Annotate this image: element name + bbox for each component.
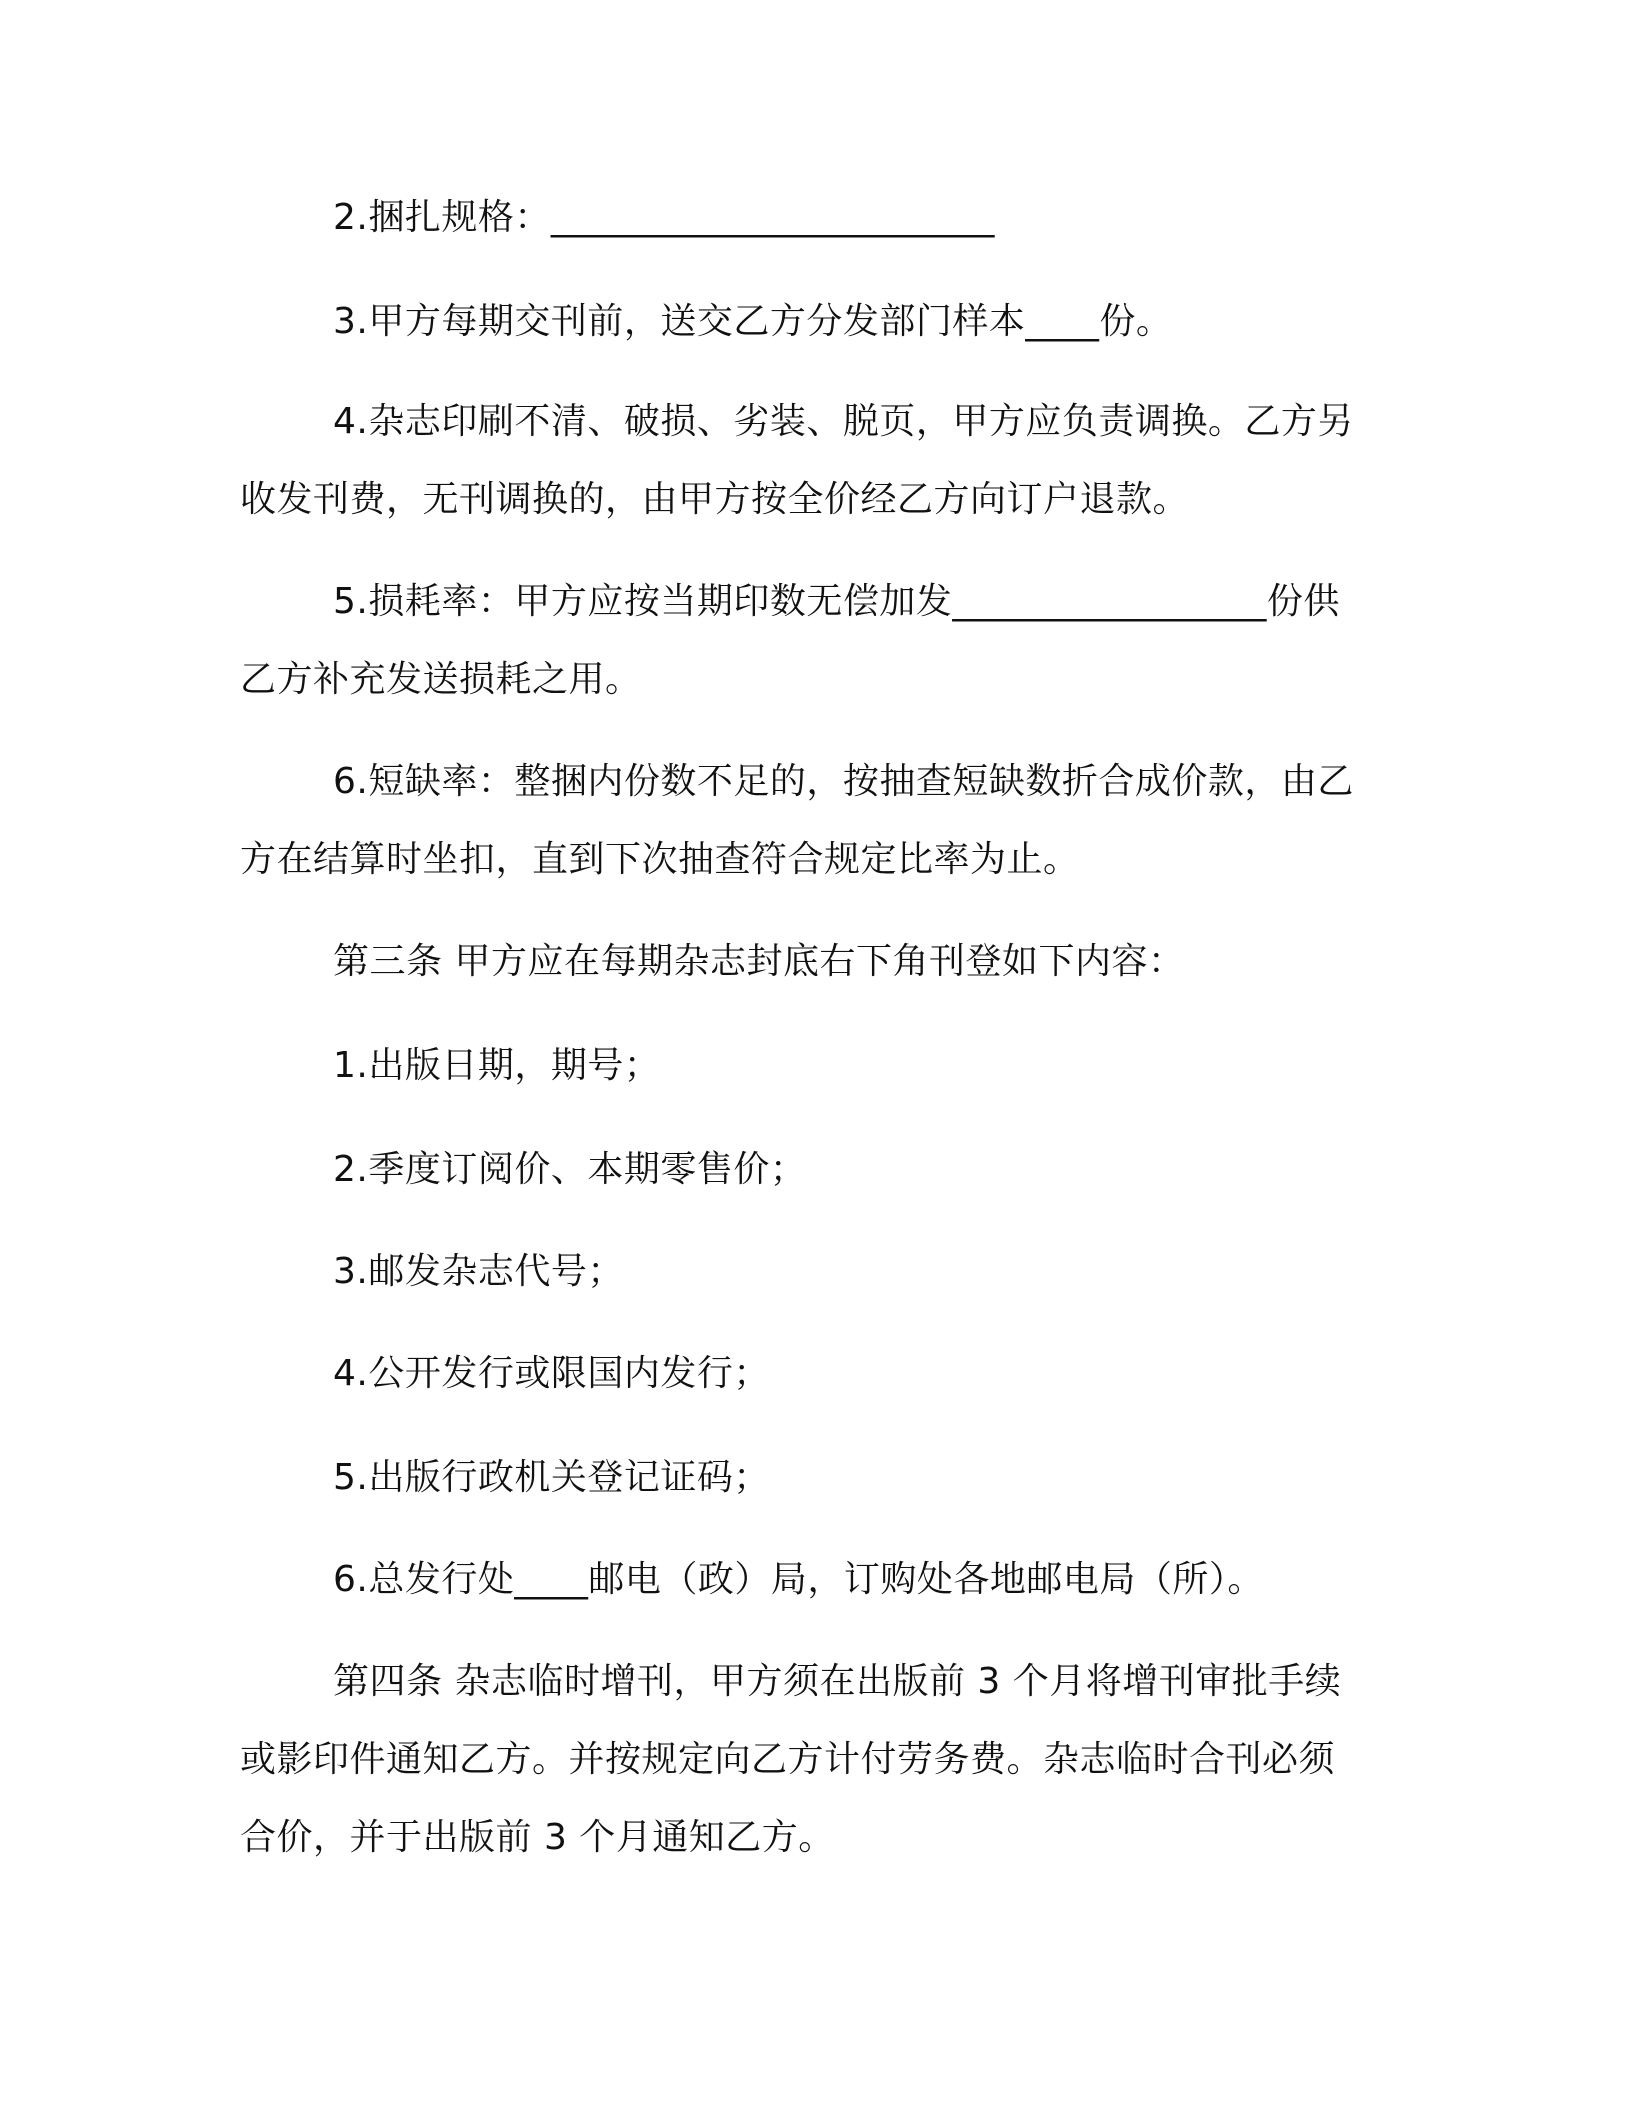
item-publication-date: 1.出版日期，期号； (333, 1045, 661, 1086)
item-distribution-office: 6.总发行处____邮电（政）局，订购处各地邮电局（所）。 (333, 1559, 1264, 1600)
article-four-line3: 合价，并于出版前 3 个月通知乙方。 (240, 1817, 835, 1858)
item-print-defects-line1: 4.杂志印刷不清、破损、劣装、脱页，甲方应负责调换。乙方另 (333, 401, 1354, 442)
item-shortage-rate-line2: 方在结算时坐扣，直到下次抽查符合规定比率为止。 (240, 839, 1080, 880)
article-four-line2: 或影印件通知乙方。并按规定向乙方计付劳务费。杂志临时合刊必须 (240, 1739, 1336, 1780)
article-three-heading: 第三条 甲方应在每期杂志封底右下角刊登如下内容： (333, 941, 1185, 982)
item-distribution-scope: 4.公开发行或限国内发行； (333, 1353, 770, 1394)
item-shortage-rate-line1: 6.短缺率：整捆内份数不足的，按抽查短缺数折合成价款，由乙 (333, 761, 1354, 802)
item-sample-copies: 3.甲方每期交刊前，送交乙方分发部门样本____份。 (333, 301, 1173, 342)
article-four-line1: 第四条 杂志临时增刊，甲方须在出版前 3 个月将增刊审批手续 (333, 1661, 1342, 1702)
item-print-defects-line2: 收发刊费，无刊调换的，由甲方按全价经乙方向订户退款。 (240, 479, 1190, 520)
item-postal-code: 3.邮发杂志代号； (333, 1251, 624, 1292)
item-wastage-rate-line1: 5.损耗率：甲方应按当期印数无偿加发_________________份供 (333, 581, 1340, 622)
item-registration-code: 5.出版行政机关登记证码； (333, 1457, 770, 1498)
item-wastage-rate-line2: 乙方补充发送损耗之用。 (240, 659, 642, 700)
item-binding-spec: 2.捆扎规格：________________________ (333, 197, 995, 238)
item-prices: 2.季度订阅价、本期零售价； (333, 1149, 807, 1190)
